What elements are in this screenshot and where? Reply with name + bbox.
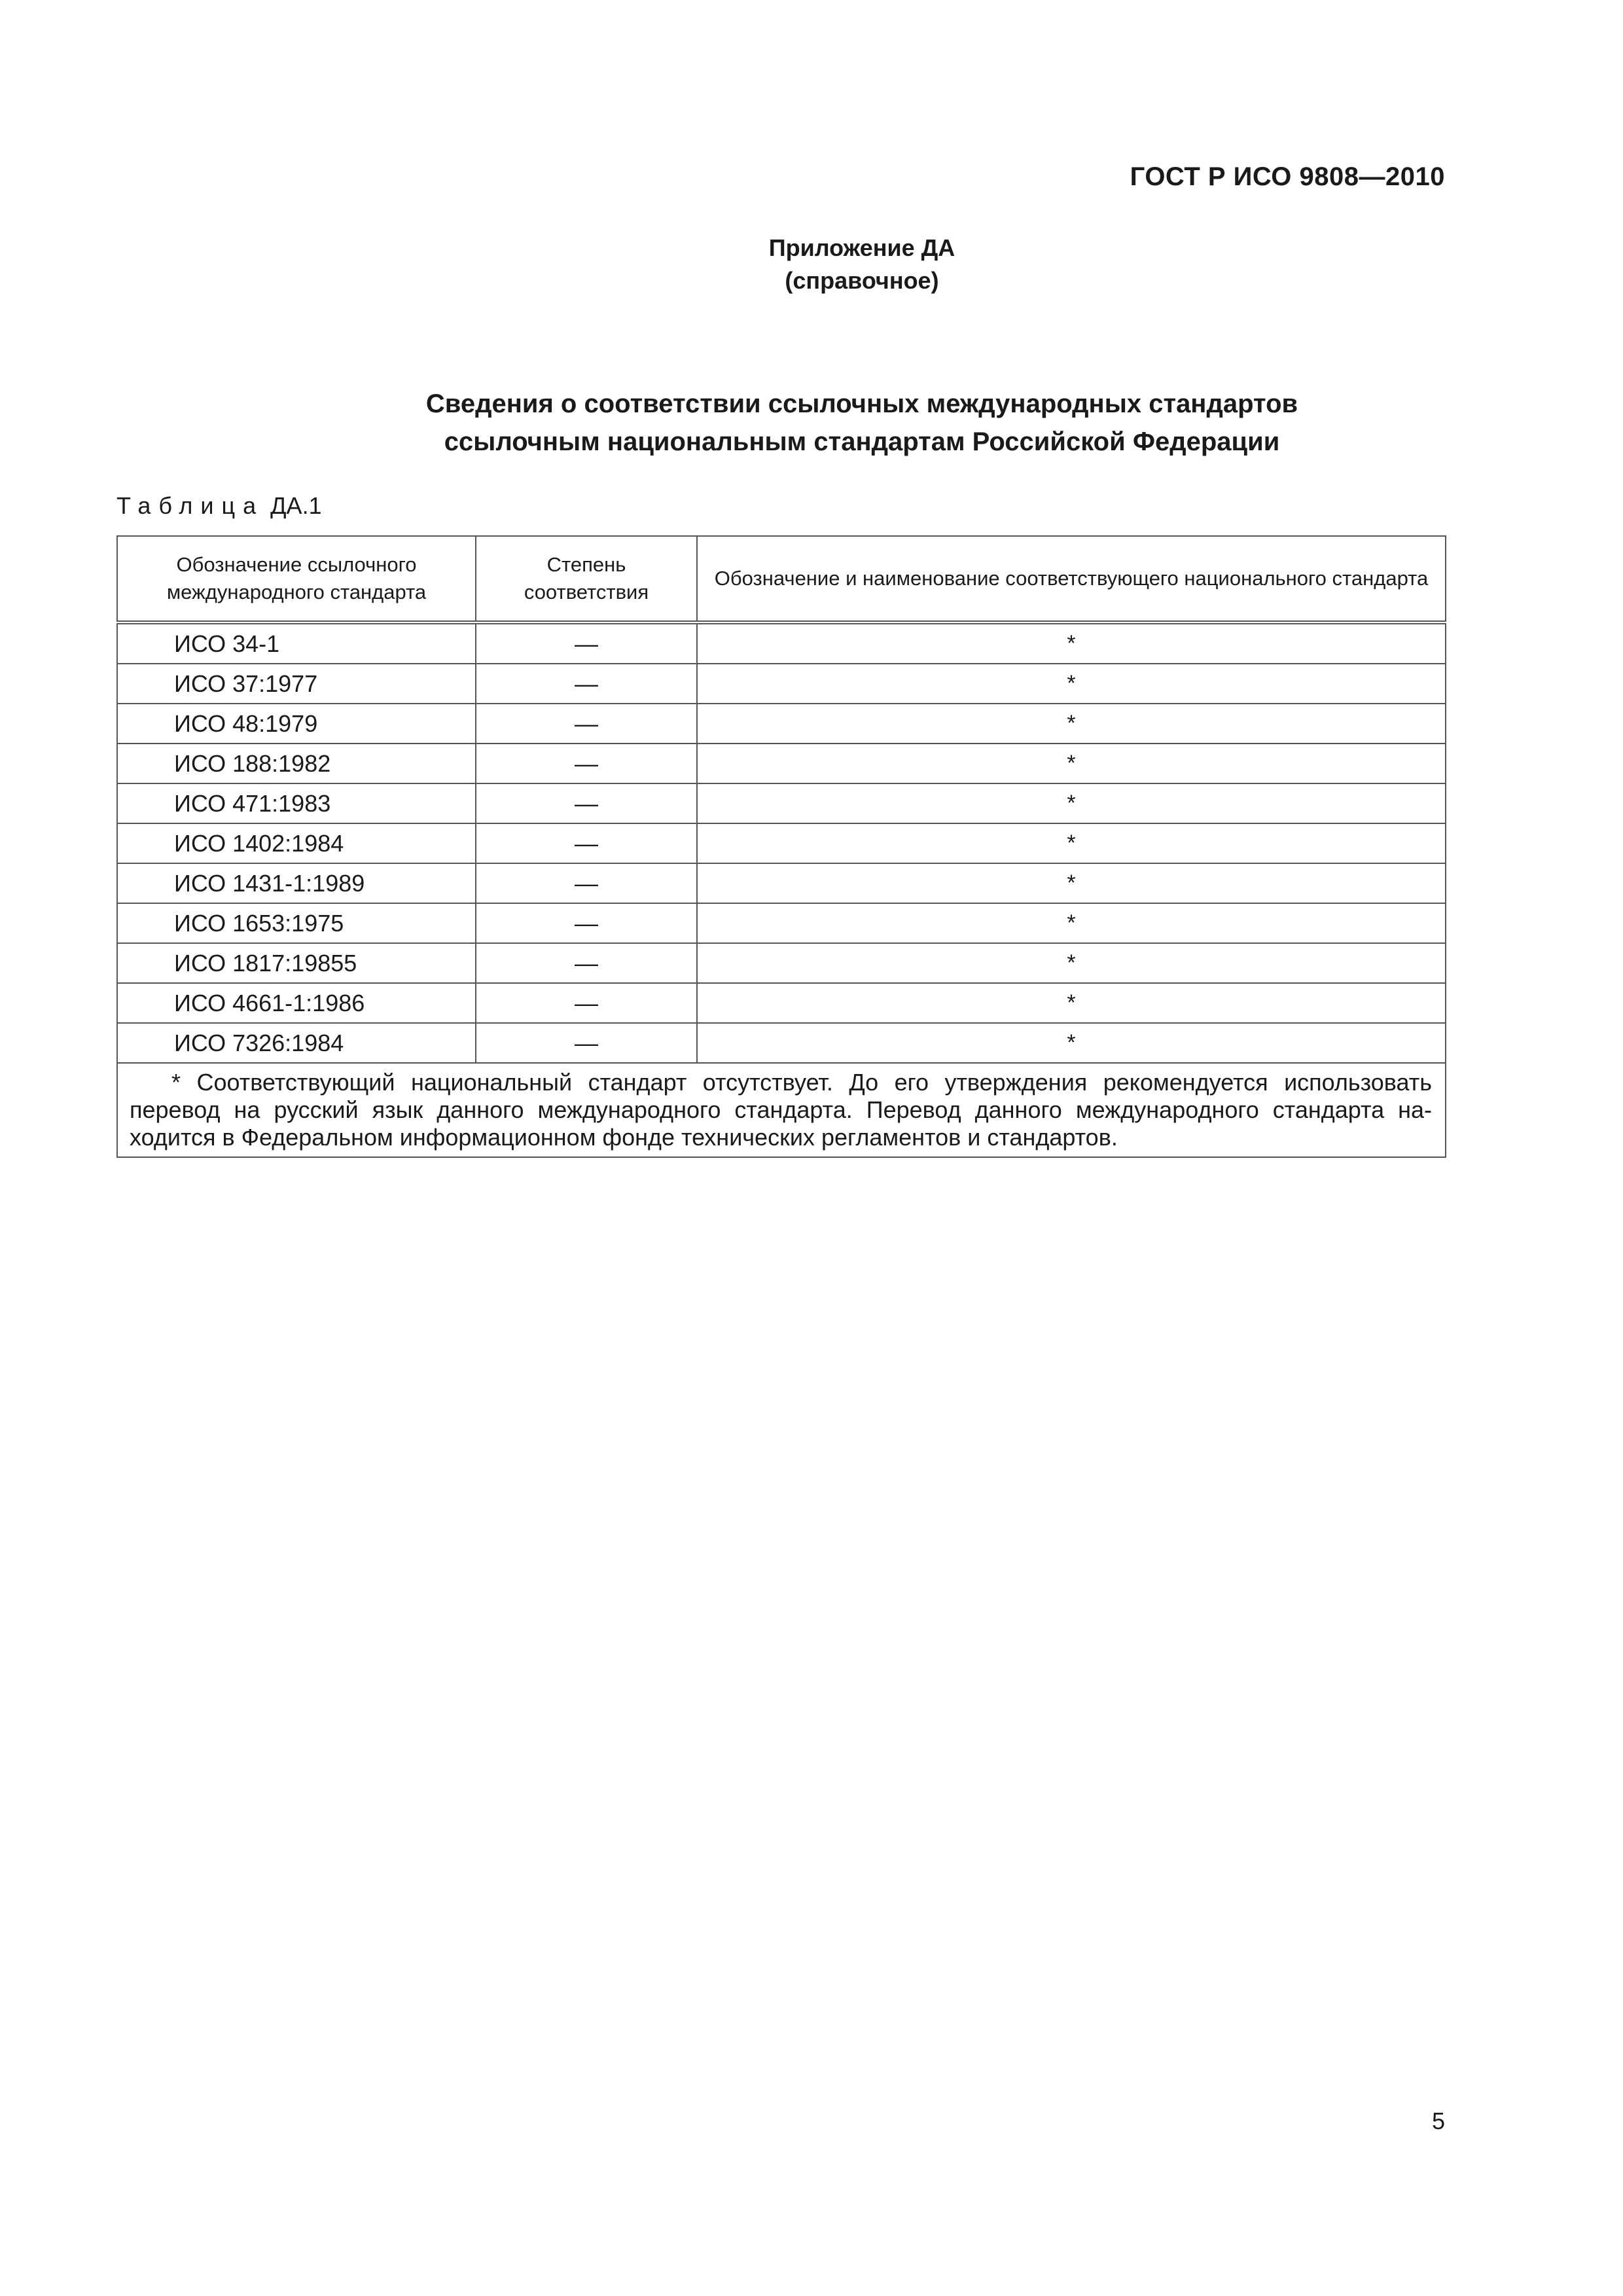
section-title-line-2: ссылочным национальным стандартам Российской Федерации bbox=[444, 427, 1280, 456]
cell-iso-standard: ИСО 1817:19855 bbox=[117, 943, 476, 983]
cell-degree: — bbox=[476, 744, 697, 783]
cell-degree: — bbox=[476, 863, 697, 903]
cell-degree: — bbox=[476, 983, 697, 1023]
cell-iso-standard: ИСО 1431-1:1989 bbox=[117, 863, 476, 903]
cell-iso-standard: ИСО 471:1983 bbox=[117, 783, 476, 823]
correspondence-table bbox=[116, 535, 1446, 1158]
table-caption-number: ДА.1 bbox=[270, 492, 322, 519]
cell-degree: — bbox=[476, 704, 697, 744]
cell-degree: — bbox=[476, 783, 697, 823]
table-row bbox=[117, 704, 1446, 744]
cell-iso-standard: ИСО 188:1982 bbox=[117, 744, 476, 783]
table-footnote-text: * Соответствующий национальный стандарт отсутствует. До его утверждения рекомендуется использовать перевод на русский язык данного международного стандарта. Перевод данного международного стандарта на-ходится в Федеральном информационном фонде технических регламентов и стандартов. bbox=[130, 1069, 1432, 1151]
table-row bbox=[117, 783, 1446, 823]
table-row bbox=[117, 744, 1446, 783]
cell-national-standard: * bbox=[697, 823, 1446, 863]
cell-iso-standard: ИСО 37:1977 bbox=[117, 664, 476, 704]
cell-national-standard: * bbox=[697, 664, 1446, 704]
cell-national-standard: * bbox=[697, 622, 1446, 664]
header-international-standard: Обозначение ссылочного международного стандарта bbox=[117, 536, 476, 622]
cell-iso-standard: ИСО 1653:1975 bbox=[117, 903, 476, 943]
section-title bbox=[0, 385, 1623, 461]
cell-national-standard: * bbox=[697, 903, 1446, 943]
cell-national-standard: * bbox=[697, 943, 1446, 983]
cell-national-standard: * bbox=[697, 983, 1446, 1023]
table-row bbox=[117, 664, 1446, 704]
appendix-heading bbox=[0, 232, 1623, 297]
table-footnote-row bbox=[117, 1063, 1446, 1157]
table-footnote bbox=[117, 1063, 1446, 1157]
table-header-row bbox=[117, 536, 1446, 622]
cell-national-standard: * bbox=[697, 863, 1446, 903]
document-code: ГОСТ Р ИСО 9808—2010 bbox=[1130, 162, 1445, 191]
table-caption bbox=[116, 492, 322, 520]
table-row bbox=[117, 983, 1446, 1023]
appendix-subtitle: (справочное) bbox=[785, 267, 939, 294]
section-title-line-1: Сведения о соответствии ссылочных международных стандартов bbox=[425, 389, 1298, 418]
cell-degree: — bbox=[476, 664, 697, 704]
appendix-title: Приложение ДА bbox=[768, 234, 955, 261]
table-row bbox=[117, 863, 1446, 903]
cell-iso-standard: ИСО 34-1 bbox=[117, 622, 476, 664]
cell-iso-standard: ИСО 4661-1:1986 bbox=[117, 983, 476, 1023]
header-degree-of-correspondence: Степень соответствия bbox=[476, 536, 697, 622]
table-row bbox=[117, 943, 1446, 983]
cell-degree: — bbox=[476, 943, 697, 983]
cell-iso-standard: ИСО 48:1979 bbox=[117, 704, 476, 744]
cell-national-standard: * bbox=[697, 744, 1446, 783]
table-caption-word: Таблица bbox=[116, 492, 264, 519]
table-row bbox=[117, 622, 1446, 664]
table-row bbox=[117, 903, 1446, 943]
cell-iso-standard: ИСО 7326:1984 bbox=[117, 1023, 476, 1063]
page-number: 5 bbox=[1431, 2108, 1445, 2134]
cell-iso-standard: ИСО 1402:1984 bbox=[117, 823, 476, 863]
cell-national-standard: * bbox=[697, 783, 1446, 823]
cell-degree: — bbox=[476, 823, 697, 863]
table-row bbox=[117, 1023, 1446, 1063]
cell-national-standard: * bbox=[697, 1023, 1446, 1063]
cell-degree: — bbox=[476, 1023, 697, 1063]
cell-degree: — bbox=[476, 903, 697, 943]
cell-degree: — bbox=[476, 622, 697, 664]
cell-national-standard: * bbox=[697, 704, 1446, 744]
header-national-standard: Обозначение и наименование соответствующего национального стандарта bbox=[697, 536, 1446, 622]
table-row bbox=[117, 823, 1446, 863]
